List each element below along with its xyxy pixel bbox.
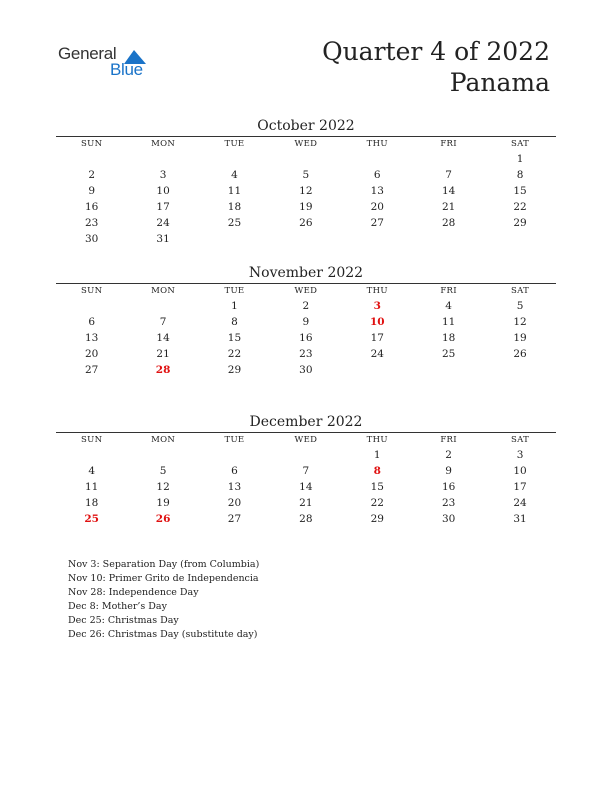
- weekday-sat: SAT: [511, 286, 530, 296]
- empty-day-cell: [413, 231, 484, 247]
- holiday-day-cell: 3: [373, 300, 381, 312]
- day-cell: 5: [516, 300, 524, 312]
- day-cell: 8: [231, 316, 238, 328]
- day-cell: 31: [156, 233, 170, 245]
- weekday-sun: SUN: [81, 435, 103, 445]
- day-cell: 4: [88, 465, 96, 477]
- day-cell: 22: [227, 348, 242, 360]
- day-cell: 20: [85, 348, 99, 360]
- empty-day-cell: [56, 151, 127, 167]
- day-cell: 3: [516, 449, 524, 461]
- day-cell: 2: [88, 169, 96, 181]
- weekday-mon: MON: [151, 139, 176, 149]
- empty-day-cell: [56, 447, 127, 463]
- weekday-fri: FRI: [440, 286, 457, 296]
- month-title: October 2022: [257, 118, 355, 134]
- empty-day-cell: [484, 231, 555, 247]
- day-cell: 17: [370, 332, 384, 344]
- month-title: December 2022: [249, 414, 363, 430]
- day-cell: 7: [302, 465, 310, 477]
- day-cell: 1: [516, 153, 524, 165]
- day-cell: 15: [513, 185, 527, 197]
- day-cell: 19: [513, 332, 527, 344]
- day-cell: 19: [156, 497, 170, 509]
- day-cell: 15: [370, 481, 384, 493]
- day-cell: 16: [299, 332, 313, 344]
- day-cell: 27: [370, 217, 384, 229]
- holiday-day-cell: 10: [369, 316, 385, 328]
- day-cell: 28: [299, 513, 313, 525]
- day-cell: 17: [156, 201, 170, 213]
- empty-day-cell: [342, 151, 413, 167]
- empty-day-cell: [199, 151, 270, 167]
- day-cell: 27: [227, 513, 242, 525]
- month-october: [56, 116, 556, 247]
- month-december: [56, 412, 556, 527]
- month-november: [56, 263, 556, 378]
- weekday-header: [56, 137, 556, 151]
- day-cell: 29: [227, 364, 242, 376]
- holiday-note: Dec 8: Mother’s Day: [68, 601, 167, 613]
- generalblue-logo: [58, 44, 158, 80]
- day-cell: 23: [299, 348, 313, 360]
- logo-text-general: General: [58, 44, 117, 63]
- empty-day-cell: [413, 362, 484, 378]
- day-cell: 28: [441, 217, 456, 229]
- weekday-sun: SUN: [81, 286, 103, 296]
- day-cell: 16: [441, 481, 456, 493]
- weekday-header: [56, 433, 556, 447]
- day-cell: 21: [156, 348, 170, 360]
- day-cell: 19: [299, 201, 313, 213]
- day-cell: 26: [513, 348, 527, 360]
- day-cell: 10: [513, 465, 527, 477]
- day-cell: 12: [299, 185, 313, 197]
- empty-day-cell: [484, 362, 555, 378]
- day-cell: 18: [85, 497, 99, 509]
- day-cell: 3: [159, 169, 167, 181]
- day-cell: 30: [299, 364, 313, 376]
- day-cell: 31: [513, 513, 527, 525]
- empty-day-cell: [342, 362, 413, 378]
- day-cell: 21: [299, 497, 313, 509]
- day-cell: 6: [231, 465, 238, 477]
- month-title: November 2022: [248, 265, 364, 281]
- day-cell: 16: [85, 201, 99, 213]
- holiday-day-cell: 28: [155, 364, 171, 376]
- weekday-wed: WED: [294, 435, 318, 445]
- day-cell: 12: [513, 316, 527, 328]
- day-cell: 13: [370, 185, 384, 197]
- day-cell: 14: [441, 185, 456, 197]
- weekday-tue: TUE: [224, 435, 245, 445]
- empty-day-cell: [413, 151, 484, 167]
- weekday-thu: THU: [366, 139, 388, 149]
- day-cell: 20: [227, 497, 242, 509]
- weekday-sun: SUN: [81, 139, 103, 149]
- empty-day-cell: [56, 298, 127, 314]
- holiday-notes: [68, 558, 259, 643]
- holiday-note: Nov 3: Separation Day (from Columbia): [68, 559, 260, 570]
- empty-day-cell: [270, 447, 341, 463]
- holiday-note: Dec 25: Christmas Day: [68, 615, 179, 627]
- empty-day-cell: [270, 231, 341, 247]
- day-cell: 26: [299, 217, 313, 229]
- empty-day-cell: [342, 231, 413, 247]
- weekday-wed: WED: [294, 139, 318, 149]
- day-cell: 14: [299, 481, 313, 493]
- holiday-note: Nov 10: Primer Grito de Independencia: [68, 573, 259, 585]
- page-title: [322, 36, 550, 98]
- day-grid: [56, 151, 556, 247]
- day-cell: 25: [441, 348, 456, 360]
- empty-day-cell: [127, 447, 198, 463]
- day-cell: 1: [231, 300, 238, 312]
- empty-day-cell: [199, 447, 270, 463]
- holiday-note: Dec 26: Christmas Day (substitute day): [68, 629, 258, 641]
- day-cell: 24: [513, 497, 527, 509]
- day-cell: 7: [159, 316, 167, 328]
- day-cell: 9: [302, 316, 310, 328]
- logo-text-blue: Blue: [110, 60, 143, 79]
- empty-day-cell: [127, 151, 198, 167]
- day-cell: 27: [85, 364, 99, 376]
- empty-day-cell: [199, 231, 270, 247]
- day-cell: 6: [373, 169, 381, 181]
- weekday-mon: MON: [151, 435, 176, 445]
- day-cell: 10: [156, 185, 170, 197]
- day-cell: 13: [85, 332, 99, 344]
- day-cell: 8: [516, 169, 524, 181]
- holiday-note: Nov 28: Independence Day: [68, 587, 199, 599]
- day-cell: 4: [445, 300, 452, 312]
- day-cell: 2: [302, 300, 310, 312]
- weekday-tue: TUE: [224, 139, 245, 149]
- day-cell: 24: [156, 217, 170, 229]
- day-cell: 21: [441, 201, 456, 213]
- weekday-mon: MON: [151, 286, 176, 296]
- day-cell: 20: [370, 201, 384, 213]
- day-cell: 29: [513, 217, 527, 229]
- weekday-thu: THU: [366, 435, 388, 445]
- day-cell: 5: [302, 169, 310, 181]
- day-cell: 22: [370, 497, 384, 509]
- day-cell: 25: [227, 217, 242, 229]
- day-cell: 23: [441, 497, 456, 509]
- weekday-tue: TUE: [224, 286, 245, 296]
- day-cell: 7: [445, 169, 452, 181]
- day-cell: 18: [441, 332, 456, 344]
- day-cell: 22: [513, 201, 527, 213]
- holiday-day-cell: 25: [84, 513, 99, 525]
- day-cell: 18: [227, 201, 242, 213]
- weekday-fri: FRI: [440, 435, 457, 445]
- day-cell: 17: [513, 481, 527, 493]
- holiday-day-cell: 8: [373, 465, 381, 477]
- day-cell: 9: [445, 465, 452, 477]
- day-grid: [56, 447, 556, 527]
- day-cell: 9: [88, 185, 96, 197]
- day-cell: 30: [441, 513, 456, 525]
- day-cell: 1: [373, 449, 381, 461]
- weekday-header: [56, 284, 556, 298]
- empty-day-cell: [270, 151, 341, 167]
- weekday-sat: SAT: [511, 139, 530, 149]
- day-cell: 13: [227, 481, 242, 493]
- title-country: Panama: [449, 68, 550, 97]
- day-cell: 5: [159, 465, 167, 477]
- day-cell: 29: [370, 513, 384, 525]
- day-grid: [56, 298, 556, 378]
- day-cell: 14: [156, 332, 170, 344]
- day-cell: 15: [227, 332, 242, 344]
- day-cell: 11: [227, 185, 242, 197]
- holiday-day-cell: 26: [155, 513, 171, 525]
- day-cell: 12: [156, 481, 170, 493]
- day-cell: 24: [370, 348, 384, 360]
- title-quarter: Quarter 4 of 2022: [322, 37, 550, 66]
- day-cell: 6: [88, 316, 96, 328]
- empty-day-cell: [127, 298, 198, 314]
- day-cell: 11: [85, 481, 99, 493]
- day-cell: 30: [85, 233, 99, 245]
- day-cell: 4: [231, 169, 238, 181]
- weekday-thu: THU: [366, 286, 388, 296]
- weekday-sat: SAT: [511, 435, 530, 445]
- day-cell: 11: [441, 316, 456, 328]
- weekday-wed: WED: [294, 286, 318, 296]
- day-cell: 23: [85, 217, 99, 229]
- weekday-fri: FRI: [440, 139, 457, 149]
- day-cell: 2: [445, 449, 452, 461]
